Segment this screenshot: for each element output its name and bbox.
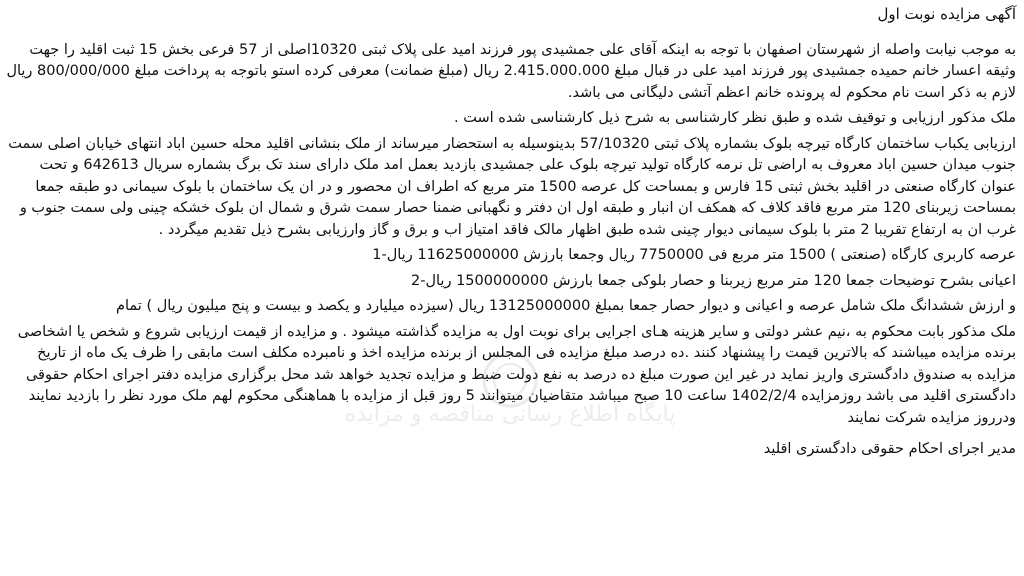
paragraph-building-value: اعیانی بشرح توضیحات جمعا 120 متر مربع زیربنا و حصار بلوکی جمعا بارزش 1500000000 ریال-2: [410, 272, 1016, 289]
notice-title: آگهی مزایده نوبت اول: [877, 5, 1016, 23]
paragraph-auction-terms: ملک مذکور بابت محکوم به ،نیم عشر دولتی و سایر هزینه هـای اجرایی برای نوبت اول به مزایده گذاشته میشود . و مزایده از قیمت ارزیابی شروع و شخص یا اشخاصی برنده مزایده میباشند که بالاترین قیمت را پیشنهاد کنند .ده درصد مبلغ مزایده فی المجلس از برنده مزایده اخذ و نامبرده مکلف است مابقی را ظرف یک ماه از تاریخ مزایده به صندوق دادگستری واریز نماید در غیر این صورت مبلغ ده درصد به نفع دولت ضبط و مزایده تجدید خواهد شد محل برگزاری مزایده دفتر اجرای احکام حقوقی دادگستری اقلید می باشد روزمزایده 1402/2/4 ساعت 10 صبح میباشد متقاضیان میتوانند 5 روز قبل از مزایده با هماهنگی محکوم لهم ملک مورد نظر را بازدید نمایند ودرروز مزایده شرکت نمایند: [17, 323, 1016, 426]
paragraph-land-value: عرصه کاربری کارگاه (صنعتی ) 1500 متر مربع فی 7750000 ریال وجمعا بارزش 11625000000 ریال-1: [372, 247, 1016, 263]
paragraph-property-description: ارزیابی یکباب ساختمان کارگاه تیرچه بلوک بشماره پلاک ثبتی 57/10320 بدینوسیله به استحضار میرساند از ملک بنشانی اقلید محله حسین اباد انتهای خیابان اصلی سمت جنوب میدان حسین اباد معروف به اراضی تل نرمه کارگاه تولید تیرچه بلوک علی جمشیدی بازدید بعمل امد ملک دارای سند تک برگ بشماره سریال 642613 و تحت عنوان کارگاه صنعتی در اقلید بخش ثبتی 15 فارس و بمساحت کل عرصه 1500 متر مربع که اطراف ان محصور و در ان یک ساختمان با بلوک سیمانی دو طبقه جمعا بمساحت زیربنای 120 متر مربع فاقد کلاف که همکف ان انبار و طبقه اول ان دفتر و نگهبانی ضمنا حصار سمت شرق و شمال ان بلوک خشکه چینی ولی سمت جنوب و غرب ان به ارتفاع تقریبا 2 متر با بلوک سیمانی دیوار چینی شده طبق اظهار مالک فاقد امتیاز اب و برق و گاز وارزیابی بشرح ذیل تقدیم میگردد .: [8, 135, 1016, 238]
watermark-text: پایگاه اطلاع رسانی مناقصه و مزایده: [344, 402, 676, 427]
paragraph-total-value: و ارزش ششدانگ ملک شامل عرصه و اعیانی و دیوار حصار جمعا بمبلغ 13125000000 ریال (سیزده میلیارد و یکصد و بیست و پنج میلیون ریال ) تمام: [116, 298, 1016, 314]
signature: مدیر اجرای احکام حقوقی دادگستری اقلید: [763, 441, 1016, 457]
paragraph-introduction: به موجب نیابت واصله از شهرستان اصفهان با توجه به اینکه آقای علی جمشیدی پور فرزند امید علی پلاک ثبتی 10320اصلی از 57 فرعی بخش 15 ثبت اقلید را جهت وثیقه اعسار خانم حمیده جمشیدی پور فرزند امید علی در قبال مبلغ 2.415.000.000 ریال (مبلغ ضمانت) معرفی کرده استو باتوجه به پرداخت مبلغ 800/000/000 ریال لازم به ذکر است نام محکوم له پرونده خانم اعظم آتشی دلیگانی می باشد.: [6, 41, 1016, 101]
paragraph-appraisal-note: ملک مذکور ارزیابی و توقیف شده و طبق نظر کارشناسی به شرح ذیل کارشناسی شده است .: [454, 110, 1016, 126]
auction-notice: [6, 4, 1016, 465]
